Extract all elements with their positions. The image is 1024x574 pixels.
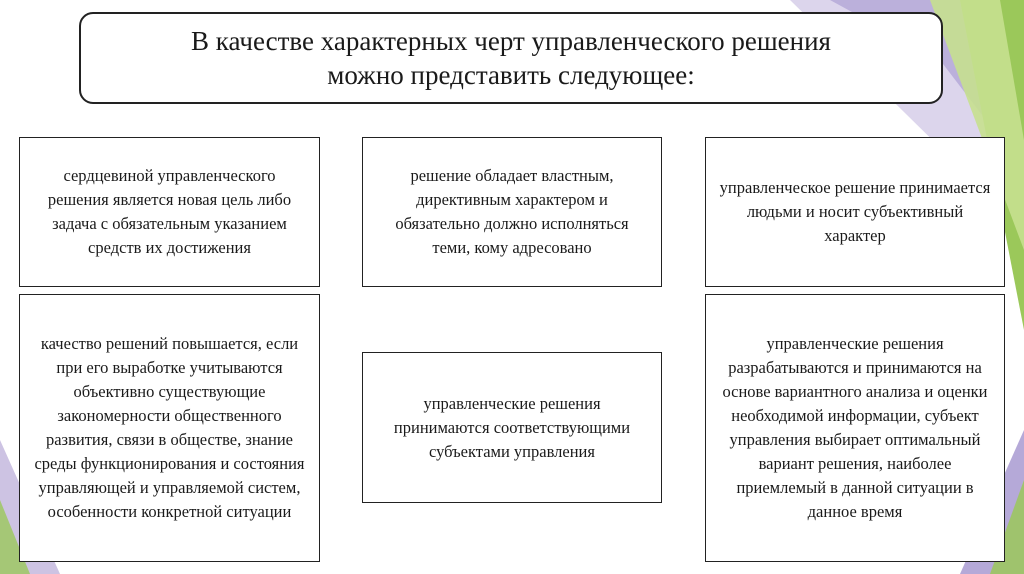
slide-title-line-2: можно представить следующее: [327,60,695,90]
slide-title-box [79,12,943,104]
feature-card-text: сердцевиной управленческого решения является новая цель либо задача с обязательным указанием средств их достижения [47,166,292,257]
feature-card-text: качество решений повышается, если при его выработке учитываются объективно существующие закономерности общественного развития, связи в обществе, знание среды функционирования и состояния управляющей и управляемой систем, особенности конкретной ситуации [34,334,305,521]
feature-card-core-goal [19,137,320,287]
feature-card-text: управленческое решение принимается людьми и носит субъективный характер [719,178,991,245]
feature-card-quality [19,294,320,562]
feature-card-text: управленческие решения разрабатываются и принимаются на основе вариантного анализа и оценки необходимой информации, субъект управления выбирает оптимальный вариант решения, наиболее приемлемый в данной ситуации в данное время [722,334,988,521]
feature-card-text: управленческие решения принимаются соответствующими субъектами управления [393,393,631,461]
feature-card-variant-analysis [705,294,1005,562]
slide-title-line-1: В качестве характерных черт управленческого решения [191,26,831,56]
feature-card-subjective [705,137,1005,287]
feature-card-directive [362,137,662,287]
feature-card-text: решение обладает властным, директивным характером и обязательно должно исполняться теми, кому адресовано [395,166,629,257]
feature-card-subjects [362,352,662,503]
